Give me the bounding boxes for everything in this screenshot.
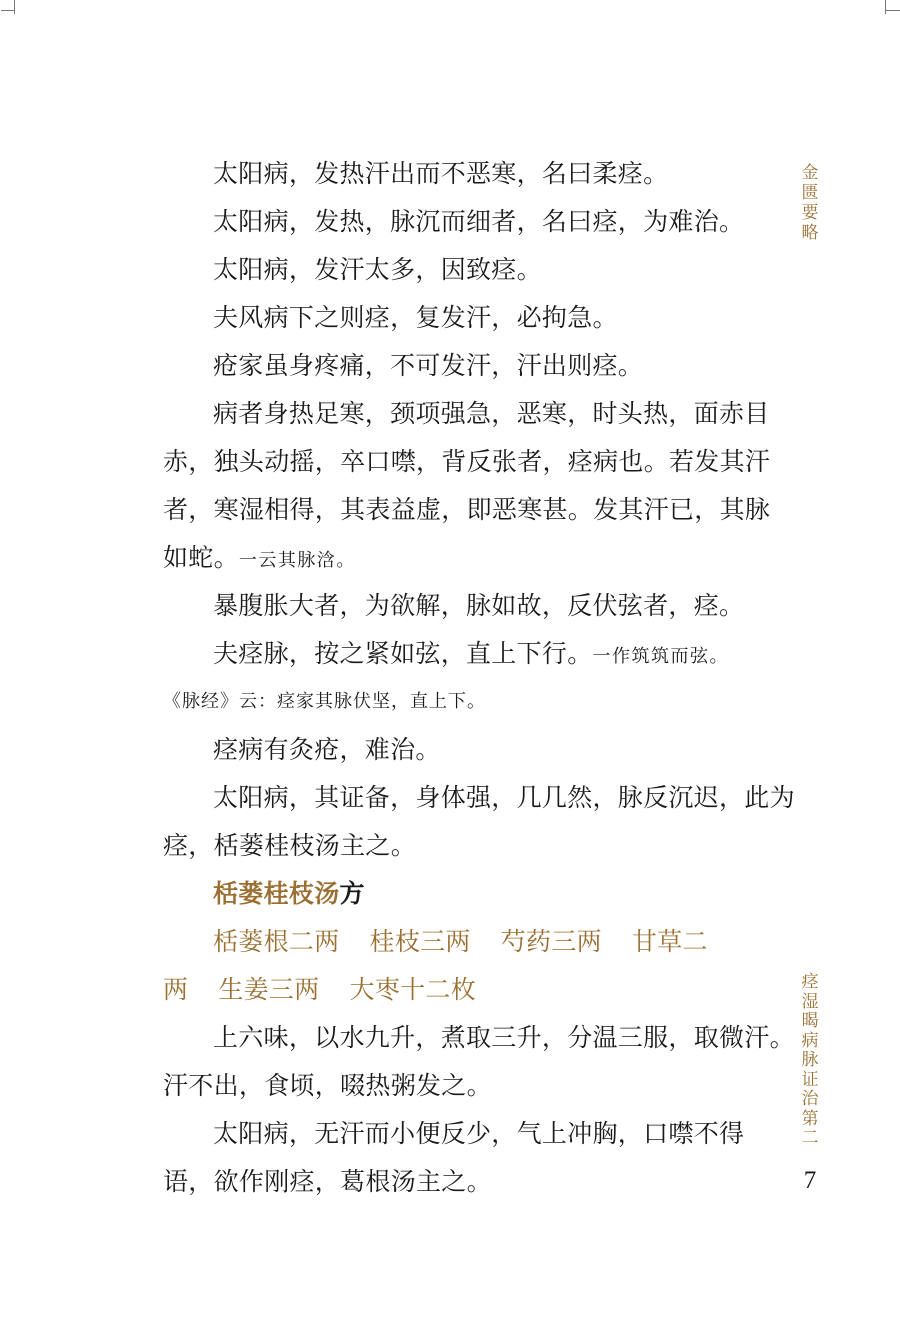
chapter-char: 治: [801, 1089, 819, 1109]
running-chapter-title: [799, 973, 821, 1149]
ingredient: 两: [163, 975, 189, 1004]
text-line-5: 疮家虽身疼痛，不可发汗，汗出则痉。: [213, 351, 644, 380]
text-line-2: 太阳病，发热，脉沉而细者，名曰痉，为难治。: [213, 207, 745, 236]
formula-name: 栝蒌桂枝汤: [213, 879, 340, 908]
crop-mark-top-right: [885, 0, 886, 14]
text-line-4: 夫风病下之则痉，复发汗，必拘急。: [213, 303, 618, 332]
text-line-18: 上六味，以水九升，煮取三升，分温三服，取微汗。: [213, 1023, 795, 1052]
ingredient: 生姜三两: [218, 975, 320, 1004]
title-char: 金: [801, 163, 819, 183]
chapter-char: 暍: [801, 1011, 819, 1031]
text-line-15: 痉，栝蒌桂枝汤主之。: [163, 831, 417, 860]
ingredients-line-1: [163, 918, 763, 966]
annotation-note: 一作筑筑而弦。: [592, 646, 730, 667]
chapter-char: 第: [801, 1108, 819, 1129]
chapter-char: 证: [801, 1069, 819, 1090]
ingredient: 甘草二: [631, 927, 708, 956]
main-text: [163, 150, 795, 1206]
text-line-9: [163, 534, 763, 582]
text-line-19: 汗不出，食顷，啜热粥发之。: [163, 1071, 492, 1100]
text-line-20: 太阳病，无汗而小便反少，气上冲胸，口噤不得: [213, 1119, 745, 1148]
chapter-char: 痉: [801, 972, 819, 992]
text-line-9-main: 如蛇。: [163, 543, 239, 572]
text-line-21: 语，欲作刚痉，葛根汤主之。: [163, 1167, 492, 1196]
running-book-title: [799, 163, 821, 243]
ingredient: 桂枝三两: [369, 927, 471, 956]
page-number: 7: [803, 1167, 817, 1194]
title-char: 要: [801, 203, 819, 223]
annotation-note: 一云其脉浛。: [238, 550, 356, 571]
chapter-char: 湿: [801, 991, 819, 1012]
ingredients-line-2: [163, 966, 763, 1014]
ingredient: 芍药三两: [500, 927, 602, 956]
text-line-10: 暴腹胀大者，为欲解，脉如故，反伏弦者，痉。: [213, 591, 745, 620]
text-line-8: 者，寒湿相得，其表益虚，即恶寒甚。发其汗已，其脉: [163, 495, 771, 524]
crop-mark-top-left: [14, 0, 15, 14]
ingredient: 栝蒌根二两: [213, 927, 340, 956]
chapter-char: 脉: [801, 1050, 819, 1070]
text-line-6: 病者身热足寒，颈项强急，恶寒，时头热，面赤目: [213, 399, 770, 428]
formula-heading: [163, 870, 763, 918]
chapter-char: 病: [801, 1030, 819, 1051]
annotation-note-line: 《脉经》云：痉家其脉伏坚，直上下。: [163, 691, 486, 712]
title-char: 略: [801, 223, 819, 243]
formula-suffix: 方: [339, 879, 365, 908]
text-line-13: 痉病有灸疮，难治。: [213, 735, 441, 764]
text-line-14: 太阳病，其证备，身体强，几几然，脉反沉迟，此为: [213, 783, 795, 812]
ingredient: 大枣十二枚: [349, 975, 477, 1004]
text-line-11: [163, 630, 763, 678]
text-line-7: 赤，独头动摇，卒口噤，背反张者，痉病也。若发其汗: [163, 447, 771, 476]
text-line-1: 太阳病，发热汗出而不恶寒，名曰柔痉。: [213, 159, 669, 188]
chapter-char: 二: [801, 1128, 819, 1148]
title-char: 匮: [801, 183, 819, 203]
text-line-3: 太阳病，发汗太多，因致痉。: [213, 255, 542, 284]
text-line-11-main: 夫痉脉，按之紧如弦，直上下行。: [213, 639, 593, 668]
